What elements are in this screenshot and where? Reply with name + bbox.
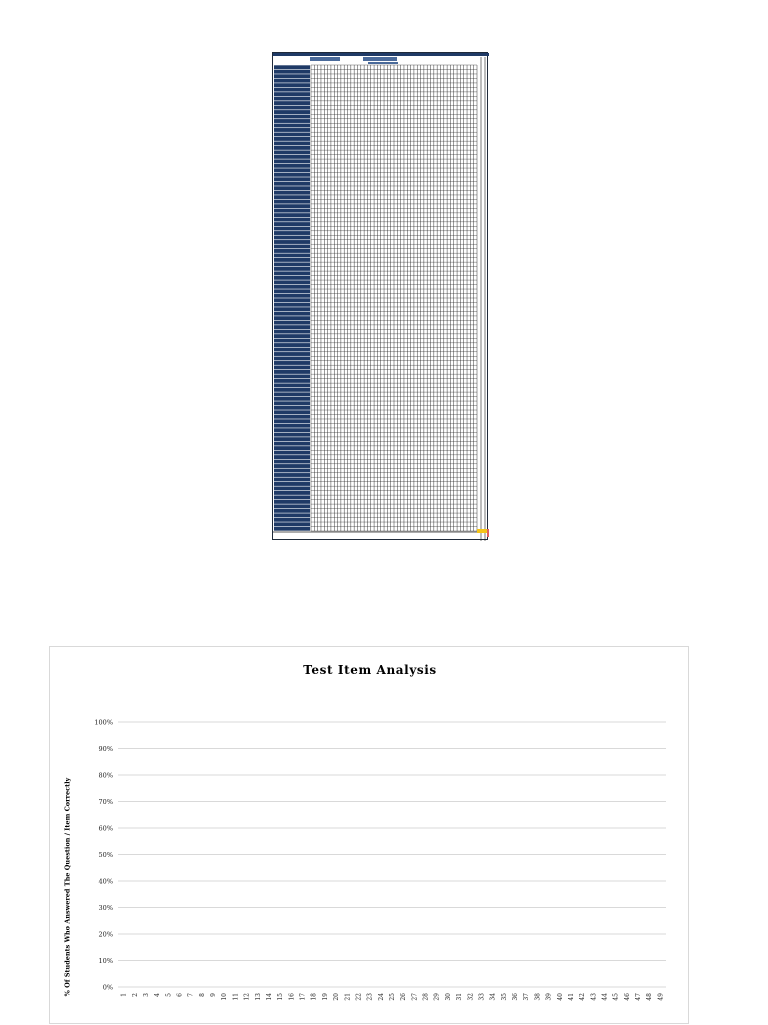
name-cell [274, 124, 310, 128]
name-cell [274, 249, 310, 253]
name-cell [274, 218, 310, 222]
x-tick-label: 23 [366, 993, 374, 1001]
name-cell [274, 271, 310, 275]
x-tick-label: 14 [265, 993, 273, 1001]
name-cell [274, 267, 310, 271]
name-cell [274, 482, 310, 486]
name-cell [274, 177, 310, 181]
name-cell [274, 433, 310, 437]
name-cell [274, 106, 310, 110]
name-cell [274, 316, 310, 320]
x-tick-label: 16 [288, 993, 296, 1001]
x-tick-label: 3 [142, 993, 150, 997]
x-tick-label: 41 [567, 993, 575, 1001]
name-cell [274, 455, 310, 459]
name-cell [274, 101, 310, 105]
name-cell [274, 65, 310, 69]
name-cell [274, 357, 310, 361]
name-cell [274, 370, 310, 374]
name-cell [274, 236, 310, 240]
name-cell [274, 442, 310, 446]
y-tick-label: 100% [94, 718, 113, 727]
x-tick-label: 1 [120, 993, 128, 997]
name-cell [274, 451, 310, 455]
x-tick-label: 46 [623, 993, 631, 1001]
name-cell [274, 276, 310, 280]
name-cell [274, 473, 310, 477]
name-cell [274, 186, 310, 190]
name-cell [274, 464, 310, 468]
name-cell [274, 522, 310, 526]
x-tick-label: 17 [299, 993, 307, 1001]
item-analysis-sheet [272, 52, 488, 540]
y-tick-label: 10% [98, 957, 113, 965]
x-tick-label: 7 [187, 993, 195, 997]
x-tick-label: 10 [221, 993, 229, 1001]
y-axis-title: % Of Students Who Answered The Question / Item Correctly [63, 777, 72, 997]
name-cell [274, 280, 310, 284]
name-cell [274, 397, 310, 401]
name-cell [274, 133, 310, 137]
y-tick-label: 90% [98, 745, 113, 753]
name-cell [274, 168, 310, 172]
x-tick-label: 8 [198, 993, 206, 997]
name-cell [274, 146, 310, 150]
name-cell [274, 401, 310, 405]
name-cell [274, 460, 310, 464]
name-cell [274, 110, 310, 114]
name-cell [274, 374, 310, 378]
name-cell [274, 173, 310, 177]
name-cell [274, 392, 310, 396]
name-cell [274, 258, 310, 262]
name-cell [274, 500, 310, 504]
x-tick-label: 12 [243, 993, 251, 1001]
x-tick-label: 44 [601, 993, 609, 1001]
y-tick-label: 30% [98, 904, 113, 912]
y-tick-label: 70% [98, 798, 113, 806]
name-cell [274, 262, 310, 266]
x-tick-label: 47 [635, 993, 643, 1001]
y-tick-label: 50% [98, 851, 113, 859]
name-cell [274, 119, 310, 123]
name-cell [274, 191, 310, 195]
name-cell [274, 419, 310, 423]
sheet-header-box [368, 62, 398, 64]
chart-plot [50, 647, 690, 1025]
name-cell [274, 222, 310, 226]
name-cell [274, 486, 310, 490]
name-cell [274, 343, 310, 347]
name-cell [274, 504, 310, 508]
name-cell [274, 298, 310, 302]
name-cell [274, 79, 310, 83]
name-cell [274, 97, 310, 101]
name-cell [274, 424, 310, 428]
name-cell [274, 325, 310, 329]
x-tick-label: 34 [489, 993, 497, 1001]
name-cell [274, 383, 310, 387]
x-tick-label: 43 [590, 993, 598, 1001]
x-tick-label: 35 [500, 993, 508, 1001]
x-tick-label: 48 [646, 993, 654, 1001]
sheet-header-band [273, 53, 489, 56]
x-tick-label: 45 [612, 993, 620, 1001]
x-tick-label: 21 [344, 993, 352, 1001]
name-cell [274, 88, 310, 92]
x-tick-label: 13 [254, 993, 262, 1001]
x-tick-label: 30 [444, 993, 452, 1001]
name-cell [274, 415, 310, 419]
name-cell [274, 83, 310, 87]
chart-card [49, 646, 689, 1024]
x-tick-label: 33 [478, 993, 486, 1001]
x-tick-label: 27 [411, 993, 419, 1001]
x-tick-label: 18 [310, 993, 318, 1001]
name-cell [274, 285, 310, 289]
x-tick-label: 36 [512, 993, 520, 1001]
y-tick-label: 60% [98, 824, 113, 833]
name-cell [274, 388, 310, 392]
x-tick-label: 39 [545, 993, 553, 1001]
name-cell [274, 339, 310, 343]
name-cell [274, 141, 310, 145]
name-cell [274, 330, 310, 334]
highlight-cell [477, 529, 487, 533]
name-cell [274, 92, 310, 96]
name-cell [274, 128, 310, 132]
x-tick-label: 49 [657, 993, 665, 1001]
name-cell [274, 446, 310, 450]
name-cell [274, 495, 310, 499]
x-tick-label: 26 [400, 993, 408, 1001]
name-cell [274, 410, 310, 414]
x-tick-label: 11 [232, 993, 240, 1001]
name-cell [274, 164, 310, 168]
name-cell [274, 437, 310, 441]
name-cell [274, 245, 310, 249]
y-tick-label: 20% [98, 930, 113, 939]
x-tick-label: 6 [176, 993, 184, 997]
name-cell [274, 361, 310, 365]
highlight-cell [487, 529, 489, 537]
x-tick-label: 37 [523, 993, 531, 1001]
name-cell [274, 150, 310, 154]
x-tick-label: 42 [579, 993, 587, 1001]
x-tick-label: 25 [389, 993, 396, 1001]
name-cell [274, 159, 310, 163]
x-tick-label: 38 [534, 993, 542, 1001]
y-tick-label: 80% [98, 771, 113, 780]
name-cell [274, 137, 310, 141]
x-tick-label: 22 [355, 993, 363, 1001]
name-cell [274, 70, 310, 74]
x-tick-label: 19 [321, 993, 329, 1001]
name-cell [274, 74, 310, 78]
name-cell [274, 312, 310, 316]
x-tick-label: 4 [154, 993, 162, 997]
name-cell [274, 209, 310, 213]
x-tick-label: 2 [131, 993, 139, 997]
x-tick-label: 15 [277, 993, 285, 1001]
x-tick-label: 24 [377, 993, 385, 1001]
name-cell [274, 406, 310, 410]
name-cell [274, 478, 310, 482]
y-tick-label: 0% [102, 983, 113, 992]
name-cell [274, 155, 310, 159]
name-cell [274, 518, 310, 522]
name-cell [274, 204, 310, 208]
x-tick-label: 20 [333, 993, 341, 1001]
sheet-grid [273, 53, 489, 541]
name-cell [274, 334, 310, 338]
x-tick-label: 29 [433, 993, 441, 1001]
name-cell [274, 527, 310, 531]
name-cell [274, 231, 310, 235]
x-tick-label: 32 [467, 993, 475, 1001]
y-tick-label: 40% [98, 877, 113, 886]
name-cell [274, 428, 310, 432]
name-cell [274, 352, 310, 356]
name-cell [274, 469, 310, 473]
name-cell [274, 366, 310, 370]
x-tick-label: 5 [165, 993, 173, 997]
name-cell [274, 115, 310, 119]
name-cell [274, 303, 310, 307]
sheet-header-box [363, 57, 397, 61]
name-cell [274, 182, 310, 186]
name-cell [274, 227, 310, 231]
name-cell [274, 321, 310, 325]
x-tick-label: 31 [456, 993, 464, 1001]
x-tick-label: 28 [422, 993, 430, 1001]
name-cell [274, 200, 310, 204]
name-cell [274, 195, 310, 199]
name-cell [274, 213, 310, 217]
name-cell [274, 240, 310, 244]
chart-title: Test Item Analysis [303, 663, 437, 677]
sheet-header-box [310, 57, 340, 61]
name-cell [274, 253, 310, 257]
name-cell [274, 509, 310, 513]
name-cell [274, 491, 310, 495]
x-tick-label: 40 [556, 993, 564, 1001]
name-cell [274, 307, 310, 311]
name-cell [274, 379, 310, 383]
name-cell [274, 294, 310, 298]
name-cell [274, 289, 310, 293]
name-cell [274, 513, 310, 517]
name-cell [274, 348, 310, 352]
x-tick-label: 9 [210, 993, 218, 997]
